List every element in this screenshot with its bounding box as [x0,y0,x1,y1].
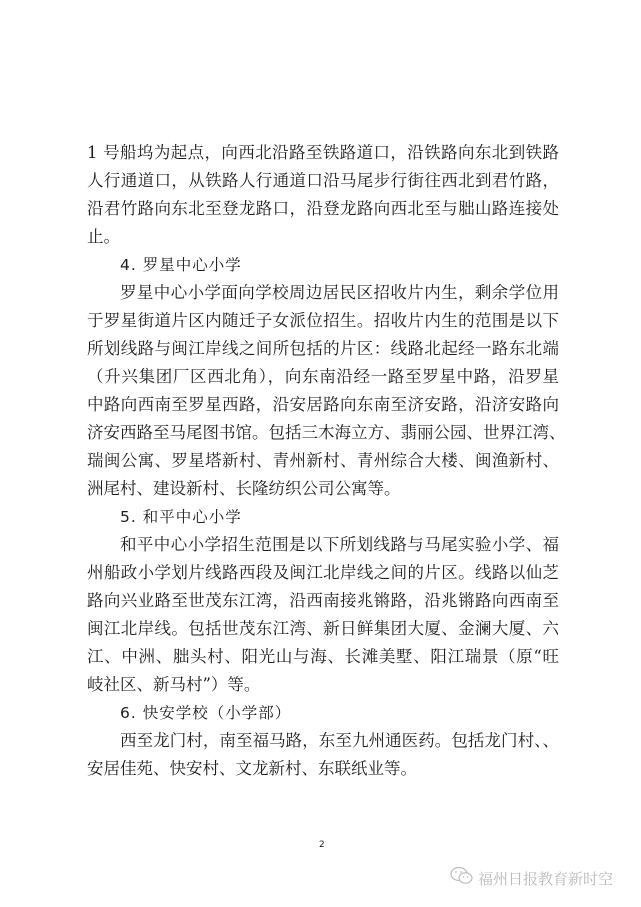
text-line: 瑞闽公寓、罗星塔新村、青州新村、青州综合大楼、闽渔新村、 [87,451,559,470]
section-heading: 5. 和平中心小学 [120,508,242,526]
text-line: 安居佳苑、快安村、文龙新村、东联纸业等。 [87,759,417,778]
text-line: 岐社区、新马村”）等。 [87,675,261,694]
text-line: 闽江北岸线。包括世茂东江湾、新日鲜集团大厦、金澜大厦、六 [87,619,559,638]
text-line: 路向兴业路至世茂东江湾，沿西南接兆锵路，沿兆锵路向西南至 [87,591,559,610]
watermark [450,866,613,890]
text-line: 中路向西南至罗星西路，沿安居路向东南至济安路，沿济安路向 [87,395,559,414]
section-heading: 6. 快安学校（小学部） [120,704,292,722]
section-heading: 4. 罗星中心小学 [120,256,242,274]
text-line: 1 号船坞为起点，向西北沿路至铁路道口，沿铁路向东北到铁路 [87,143,559,162]
text-line: 江、中洲、胐头村、阳光山与海、长滩美墅、阳江瑞景（原“旺 [87,647,559,666]
text-line: （升兴集团厂区西北角），向东南沿经一路至罗星中路，沿罗星 [87,367,559,386]
watermark-text: 福州日报教育新时空 [478,869,614,888]
wechat-icon [450,866,474,890]
text-line: 止。 [87,227,120,246]
text-line: 州船政小学划片线路西段及闽江北岸线之间的片区。线路以仙芝 [87,563,559,582]
text-line: 和平中心小学招生范围是以下所划线路与马尾实验小学、福 [120,535,559,554]
text-line: 洲尾村、建设新村、长隆纺织公司公寓等。 [87,479,401,498]
text-line: 于罗星街道片区内随迁子女派位招生。招收片内生的范围是以下 [87,311,559,330]
text-line: 所划线路与闽江岸线之间所包括的片区：线路北起经一路东北端 [87,339,559,358]
text-line: 沿君竹路向东北至登龙路口，沿登龙路向西北至与胐山路连接处 [87,199,559,218]
text-line: 济安西路至马尾图书馆。包括三木海立方、翡丽公园、世界江湾、 [87,423,566,442]
text-line: 罗星中心小学面向学校周边居民区招收片内生，剩余学位用 [120,283,559,302]
page-number: 2 [319,840,325,850]
document-body [87,139,566,783]
text-line: 西至龙门村，南至福马路，东至九州通医药。包括龙门村、、 [120,731,559,750]
text-line: 人行通道口，从铁路人行通道口沿马尾步行街往西北到君竹路， [87,171,559,190]
